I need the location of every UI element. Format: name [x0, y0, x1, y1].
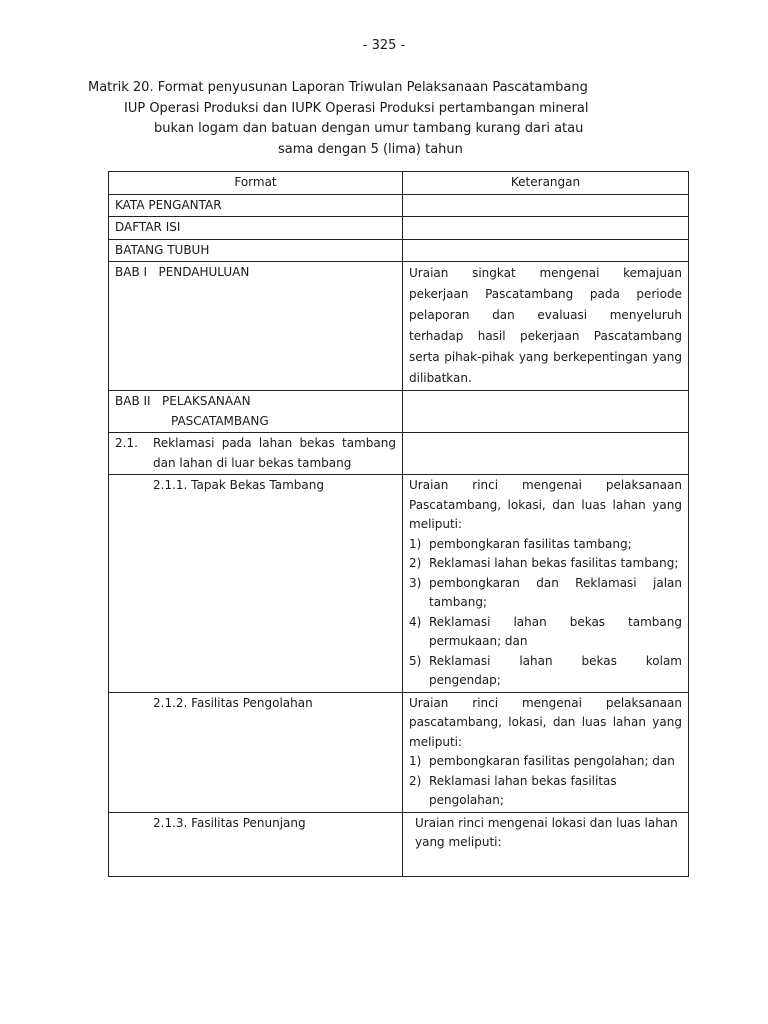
section-2-1-1-intro: Uraian rinci mengenai pelaksanaan Pascatambang, lokasi, dan luas lahan yang meliputi: — [409, 478, 682, 531]
row-desc-empty — [403, 239, 689, 262]
table-row — [109, 217, 689, 240]
section-2-1-1-list — [409, 535, 682, 691]
list-item: 2) Reklamasi lahan bekas fasilitas pengolahan; — [409, 773, 617, 807]
list-item: 4) Reklamasi lahan bekas tambang permukaan; dan — [409, 614, 682, 648]
section-2-1-text: Reklamasi pada lahan bekas tambang dan lahan di luar bekas tambang — [153, 436, 396, 470]
row-2-1-1: 2.1.1. Tapak Bekas Tambang — [109, 475, 403, 693]
table-row — [109, 475, 689, 693]
row-bab-1 — [109, 262, 403, 391]
table-row — [109, 262, 689, 391]
table-row — [109, 692, 689, 812]
row-2-1 — [109, 433, 403, 475]
header-format: Format — [109, 172, 403, 195]
table-row — [109, 391, 689, 433]
table-row — [109, 812, 689, 876]
bab-1-label: BAB I PENDAHULUAN — [115, 265, 250, 279]
bab-2-label-cont: PASCATAMBANG — [171, 413, 269, 428]
section-2-1-1-desc — [403, 475, 689, 693]
list-item: 2) Reklamasi lahan bekas fasilitas tambang; — [409, 556, 679, 570]
row-desc-empty — [403, 194, 689, 217]
section-2-1-2-list — [409, 752, 682, 811]
section-2-1-number: 2.1. — [115, 436, 138, 450]
row-bab-2 — [109, 391, 403, 433]
row-desc-empty — [403, 217, 689, 240]
title-line-2: IUP Operasi Produksi dan IUPK Operasi Produksi pertambangan mineral — [124, 100, 589, 116]
row-batang-tubuh: BATANG TUBUH — [109, 239, 403, 262]
row-desc-empty — [403, 433, 689, 475]
row-2-1-2: 2.1.2. Fasilitas Pengolahan — [109, 692, 403, 812]
row-desc-empty — [403, 391, 689, 433]
format-table — [108, 171, 689, 877]
section-2-1-2-desc — [403, 692, 689, 812]
title-line-3: bukan logam dan batuan dengan umur tambang kurang dari atau — [154, 121, 584, 136]
matrix-title — [88, 78, 688, 160]
bab-2-label: BAB II PELAKSANAAN — [115, 394, 251, 408]
table-row — [109, 194, 689, 217]
row-kata-pengantar: KATA PENGANTAR — [109, 194, 403, 217]
section-2-1-2-intro: Uraian rinci mengenai pelaksanaan pascatambang, lokasi, dan luas lahan yang meliputi: — [409, 695, 682, 749]
header-keterangan: Keterangan — [403, 172, 689, 195]
title-line-4: sama dengan 5 (lima) tahun — [278, 141, 463, 157]
list-item: 1) pembongkaran fasilitas pengolahan; dan — [409, 754, 675, 768]
row-2-1-3: 2.1.3. Fasilitas Penunjang — [109, 812, 403, 876]
list-item: 5) Reklamasi lahan bekas kolam pengendap; — [409, 653, 682, 687]
list-item: 1) pembongkaran fasilitas tambang; — [409, 536, 632, 551]
list-item: 3) pembongkaran dan Reklamasi jalan tambang; — [409, 575, 682, 609]
page-number: - 325 - — [362, 38, 406, 53]
section-2-1-3-desc: Uraian rinci mengenai lokasi dan luas lahan yang meliputi: — [403, 812, 689, 876]
title-line-1: Matrik 20. Format penyusunan Laporan Triwulan Pelaksanaan Pascatambang — [88, 80, 588, 95]
table-row — [109, 433, 689, 475]
row-daftar-isi: DAFTAR ISI — [109, 217, 403, 240]
table-header-row — [109, 172, 689, 195]
table-row — [109, 239, 689, 262]
bab-1-desc: Uraian singkat mengenai kemajuan pekerjaan Pascatambang pada periode pelaporan dan evaluasi menyeluruh terhadap hasil pekerjaan Pascatambang serta pihak-pihak yang berkepentingan yang dilibatkan. — [403, 262, 689, 391]
